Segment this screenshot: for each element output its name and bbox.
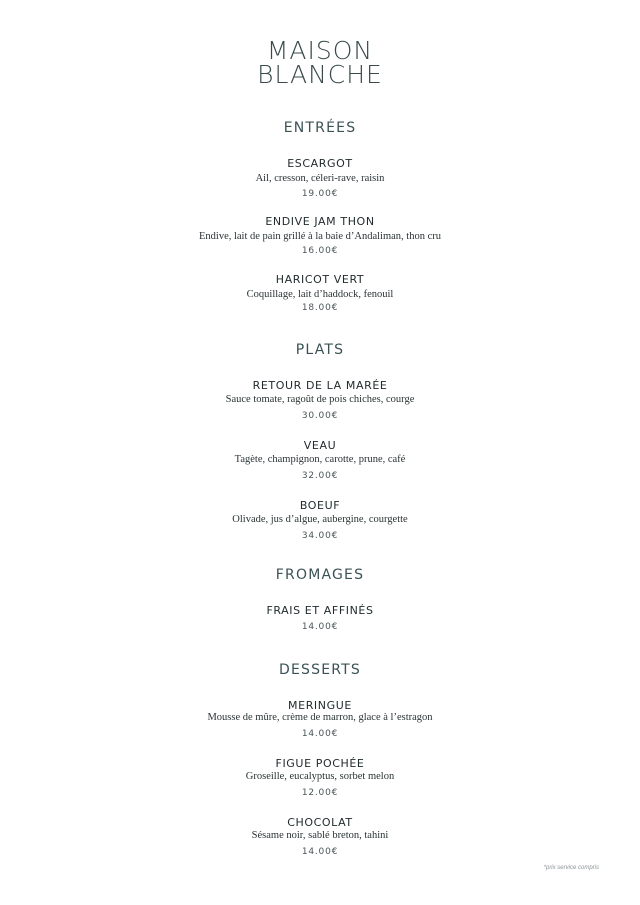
dish-name: BOEUF <box>299 499 341 512</box>
dish-price: 19.00€ <box>301 189 339 199</box>
brand-logo-line2: BLANCHE <box>257 60 383 89</box>
dish-price: 30.00€ <box>301 411 339 421</box>
dish-price: 14.00€ <box>301 622 339 632</box>
dish-description: Ail, cresson, céleri-rave, raisin <box>255 173 385 184</box>
dish-name: HARICOT VERT <box>275 273 365 286</box>
section-title-plats: PLATS <box>295 342 345 358</box>
dish-description: Endive, lait de pain grillé à la baie d’Andaliman, thon cru <box>198 231 441 242</box>
dish-description: Mousse de mûre, crème de marron, glace à l’estragon <box>207 712 433 723</box>
dish-price: 34.00€ <box>301 531 339 541</box>
dish-price: 12.00€ <box>301 788 339 798</box>
section-title-desserts: DESSERTS <box>279 662 361 678</box>
dish-price: 16.00€ <box>301 246 339 256</box>
service-footnote: *prix service compris <box>543 865 599 871</box>
dish-name: RETOUR DE LA MARÉE <box>252 379 388 392</box>
section-title-fromages: FROMAGES <box>275 567 365 583</box>
dish-price: 18.00€ <box>301 303 339 313</box>
dish-description: Coquillage, lait d’haddock, fenouil <box>246 289 394 300</box>
dish-name: ENDIVE JAM THON <box>265 215 375 228</box>
dish-description: Sauce tomate, ragoût de pois chiches, courge <box>225 394 415 405</box>
dish-description: Sésame noir, sablé breton, tahini <box>251 830 389 841</box>
dish-price: 32.00€ <box>301 471 339 481</box>
dish-name: VEAU <box>303 439 337 452</box>
dish-name: MERINGUE <box>288 699 352 712</box>
dish-name: FRAIS ET AFFINÉS <box>266 604 374 617</box>
dish-price: 14.00€ <box>301 729 339 739</box>
dish-name: ESCARGOT <box>287 157 353 170</box>
dish-description: Groseille, eucalyptus, sorbet melon <box>245 771 395 782</box>
section-title-entrees: ENTRÉES <box>283 120 357 136</box>
dish-name: FIGUE POCHÉE <box>275 757 365 770</box>
dish-name: CHOCOLAT <box>287 816 353 829</box>
dish-price: 14.00€ <box>301 847 339 857</box>
brand-logo-line1: MAISON <box>266 36 374 65</box>
dish-description: Tagète, champignon, carotte, prune, café <box>234 454 406 465</box>
dish-description: Olivade, jus d’algue, aubergine, courgette <box>232 514 408 525</box>
